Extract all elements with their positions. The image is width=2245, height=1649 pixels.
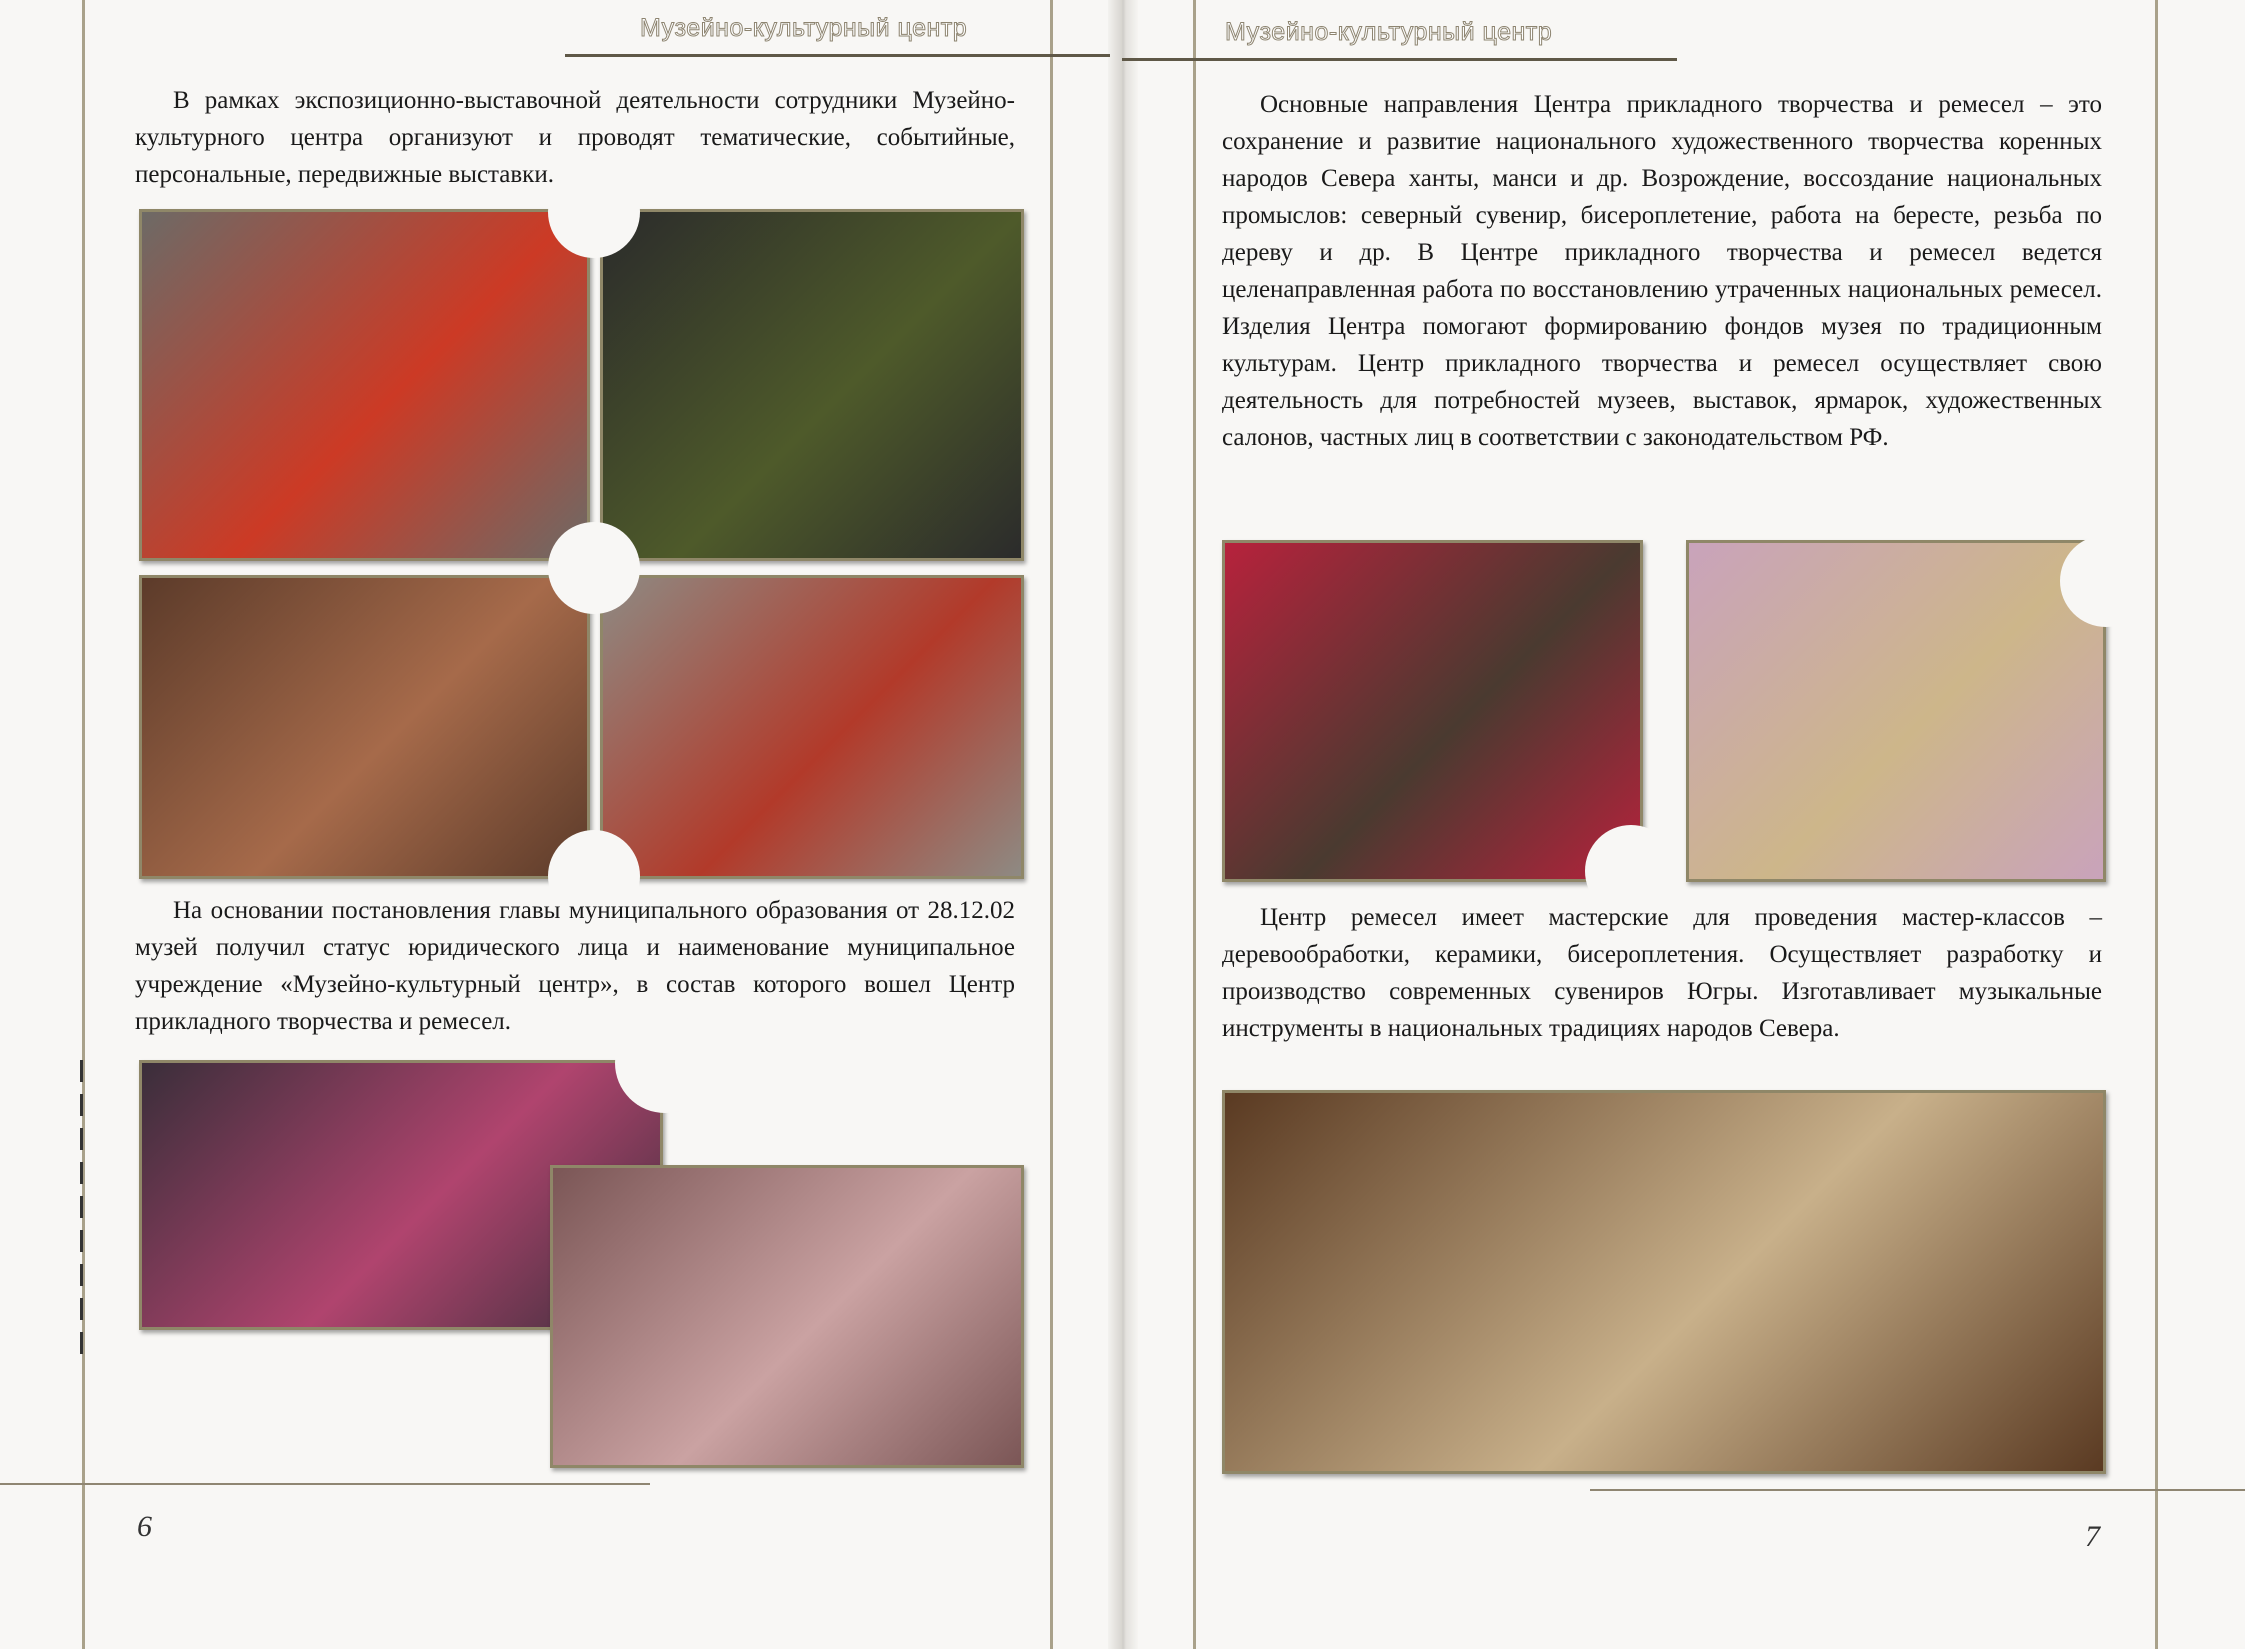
right-paragraph-2-text: Центр ремесел имеет мастерские для проведения мастер-классов – деревообработки, керамики, бисероплетения. Осуществляет разработку и производство современных сувениров Югры. Изготавливает музыкальные инструменты в национальных традициях народов Севера.	[1222, 904, 2102, 1042]
right-running-head: Музейно-культурный центр	[1225, 18, 1553, 46]
left-margin-ticks	[80, 1060, 83, 1360]
photo-grid-notch-middle	[548, 522, 640, 614]
left-outer-rule	[82, 0, 85, 1649]
right-paragraph-2	[1222, 899, 2102, 1047]
right-page-number: 7	[2085, 1520, 2100, 1553]
right-footer-rule	[1590, 1489, 2245, 1491]
right-paragraph-1	[1222, 86, 2102, 456]
left-page-number: 6	[137, 1510, 152, 1543]
left-paragraph-1-text: В рамках экспозиционно-выставочной деятельности сотрудники Музейно-культурного центра организуют и проводят тематические, событийные, персональные, передвижные выставки.	[135, 87, 1015, 188]
birchbark-photo	[1222, 1090, 2106, 1474]
left-footer-rule	[0, 1483, 650, 1485]
shawls-photo	[600, 575, 1024, 879]
left-running-head: Музейно-культурный центр	[640, 14, 968, 42]
book-spine	[1108, 0, 1138, 1649]
instruments-photo	[1686, 540, 2106, 882]
beadwork-photo-notch	[615, 1013, 715, 1113]
right-header-rule	[1122, 58, 1677, 61]
photo-grid-notch-top	[548, 166, 640, 258]
musicians-photo	[139, 575, 590, 879]
military-exhibit-photo	[600, 209, 1024, 561]
instruments-photo-notch	[2060, 535, 2152, 627]
left-paragraph-2-text: На основании постановления главы муниципального образования от 28.12.02 музей получил статус юридического лица и наименование муниципальное учреждение «Музейно-культурный центр», в состав которого вошел Центр прикладного творчества и ремесел.	[135, 897, 1015, 1035]
clay-figures-photo	[550, 1165, 1024, 1468]
left-header-rule	[565, 54, 1110, 57]
right-paragraph-1-text: Основные направления Центра прикладного творчества и ремесел – это сохранение и развитие национального художественного творчества коренных народов Севера ханты, манси и др. Возрождение, воссоздание национальных промыслов: северный сувенир, бисероплетение, работа на бересте, резьба по дереву и др. В Центре прикладного творчества и ремесел ведется целенаправленная работа по восстановлению утраченных национальных ремесел. Изделия Центра помогают формированию фондов музея по традиционным культурам. Центр прикладного творчества и ремесел осуществляет свою деятельность для потребностей музеев, выставок, ярмарок, художественных салонов, частных лиц в соответствии с законодательством РФ.	[1222, 91, 2102, 451]
right-margin-ticks	[2155, 35, 2158, 305]
right-inner-rule	[1193, 0, 1196, 1649]
visitors-photo	[139, 209, 590, 561]
costume-photo	[1222, 540, 1643, 882]
left-paragraph-2	[135, 892, 1015, 1040]
left-inner-rule	[1050, 0, 1053, 1649]
